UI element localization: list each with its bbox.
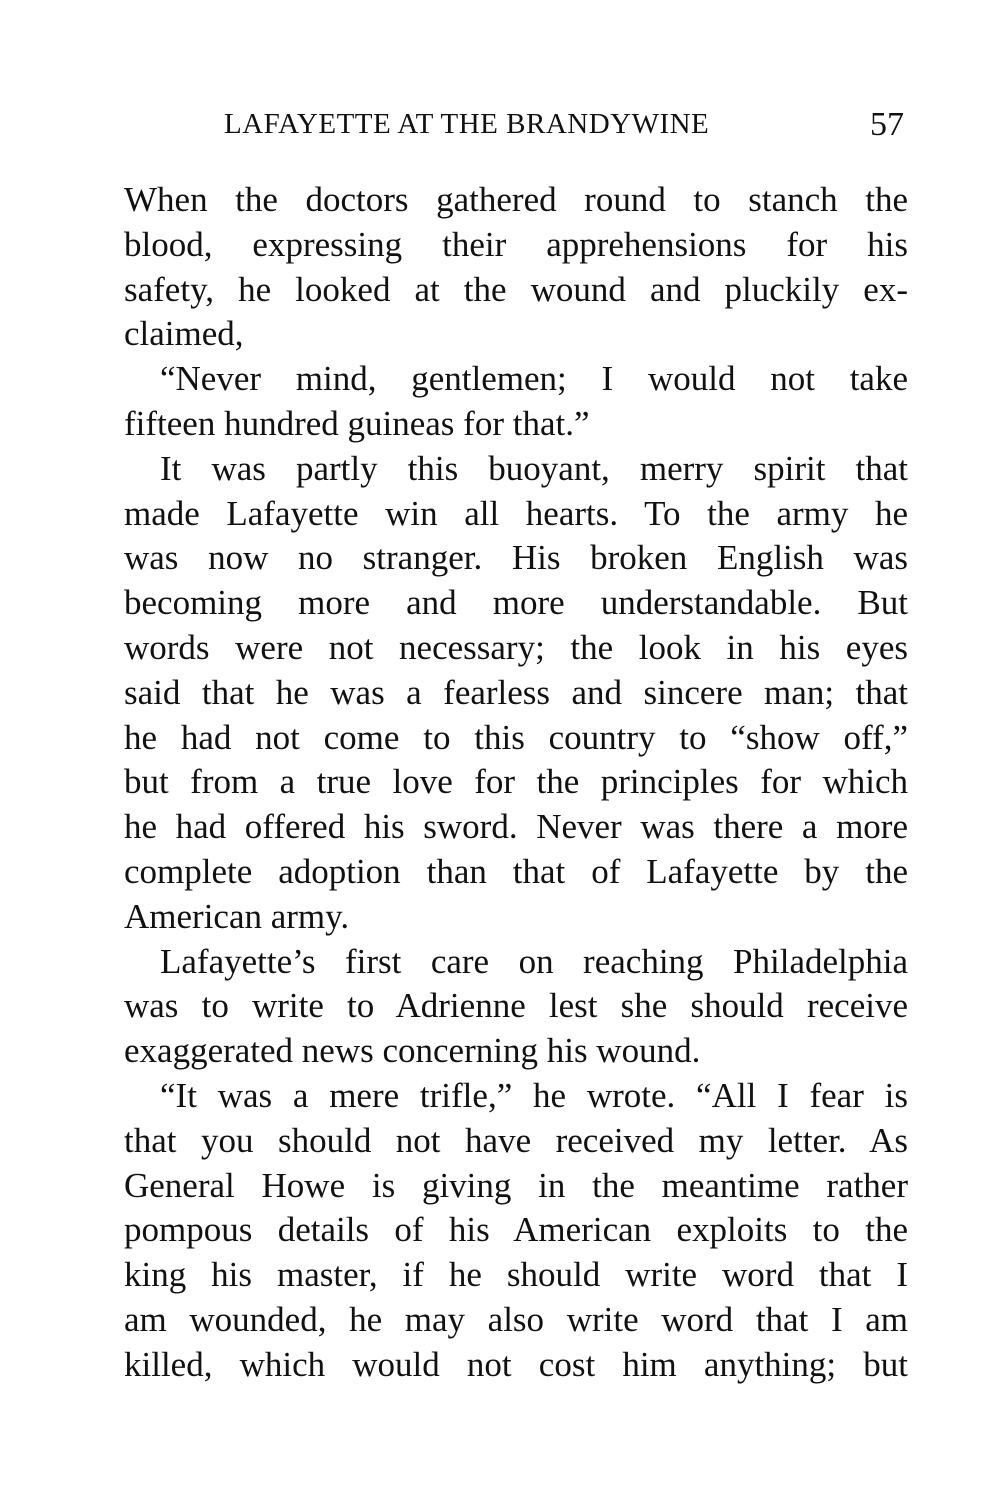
text-line: becoming more and more understandable. But: [124, 583, 908, 623]
body-text: [124, 178, 908, 1388]
text-line: that you should not have received my letter. As: [124, 1120, 908, 1160]
text-line: killed, which would not cost him anything; but: [124, 1344, 908, 1384]
text-line: blood, expressing their apprehensions for his: [124, 224, 908, 264]
text-line: “Never mind, gentlemen; I would not take: [160, 359, 908, 399]
text-line: exaggerated news concerning his wound.: [124, 1031, 701, 1071]
text-line: It was partly this buoyant, merry spirit that: [160, 448, 908, 488]
text-line: fifteen hundred guineas for that.”: [124, 403, 590, 443]
text-line: When the doctors gathered round to stanch the: [124, 180, 908, 219]
running-head: [124, 104, 908, 150]
text-line: claimed,: [124, 314, 244, 354]
text-line: pompous details of his American exploits to the: [124, 1210, 908, 1250]
running-title: LAFAYETTE AT THE BRANDYWINE: [224, 108, 710, 140]
text-line: words were not necessary; the look in his eyes: [124, 627, 908, 667]
text-line: American army.: [124, 896, 350, 936]
text-line: he had not come to this country to “show off,”: [124, 717, 908, 757]
text-line: General Howe is giving in the meantime rather: [124, 1165, 908, 1205]
text-line: king his master, if he should write word that I: [124, 1255, 908, 1295]
text-line: was now no stranger. His broken English was: [124, 538, 908, 578]
text-line: was to write to Adrienne lest she should receive: [124, 986, 908, 1026]
text-line: complete adoption than that of Lafayette by the: [124, 851, 908, 891]
text-line: he had offered his sword. Never was there a more: [124, 807, 908, 847]
text-line: made Lafayette win all hearts. To the army he: [124, 493, 908, 533]
text-line: Lafayette’s first care on reaching Philadelphia: [160, 941, 908, 981]
text-line: said that he was a fearless and sincere man; that: [124, 672, 908, 712]
text-line: but from a true love for the principles for which: [124, 762, 908, 802]
page-number: 57: [870, 106, 904, 143]
text-line: safety, he looked at the wound and pluckily ex-: [124, 269, 908, 309]
text-line: am wounded, he may also write word that I am: [124, 1299, 908, 1339]
text-line: “It was a mere trifle,” he wrote. “All I fear is: [160, 1075, 908, 1115]
